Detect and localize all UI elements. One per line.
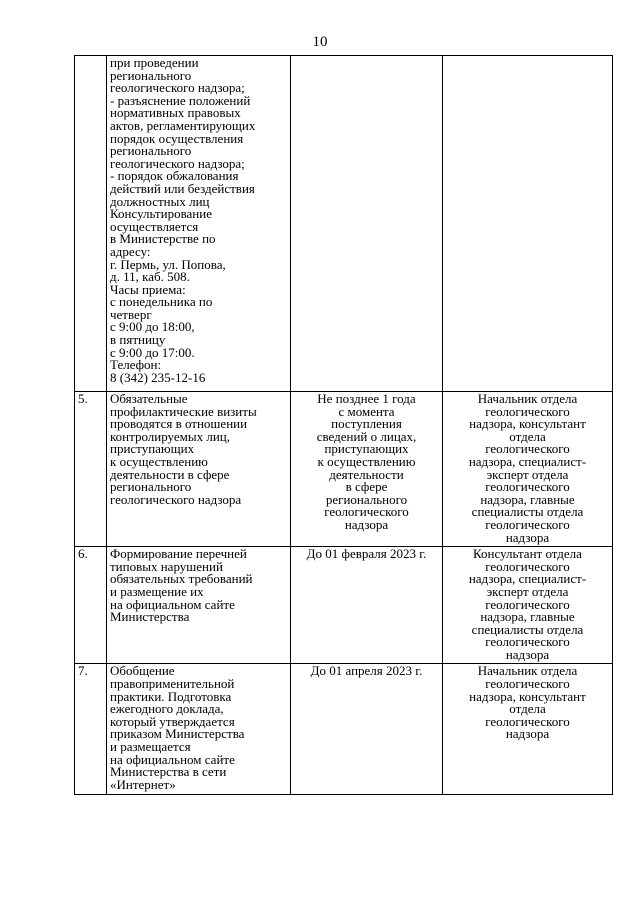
cell-text-line: действий или бездействия [110, 180, 255, 196]
cell-text-line: Часы приема: [110, 281, 186, 297]
cell-text-line: в пятницу [110, 332, 166, 348]
cell-text-line: геологического [485, 441, 570, 457]
row-number-cell [75, 56, 107, 392]
cell-text-line: практики. Подготовка [110, 688, 232, 704]
cell-text-line: порядок осуществления [110, 130, 244, 146]
cell-text-line: Формирование перечней [110, 546, 247, 562]
activity-plan-table [74, 55, 613, 795]
cell-text-line: надзора, главные [480, 609, 575, 625]
cell-text-line: осуществляется [110, 218, 199, 234]
cell-text-line: адресу: [110, 243, 151, 259]
cell-text-line: д. 11, каб. 508. [110, 269, 190, 285]
page-number: 10 [312, 34, 328, 50]
cell-text-line: надзора, главные [480, 491, 575, 507]
cell-text-line: надзора [344, 516, 389, 532]
event-cell [107, 664, 291, 795]
term-cell [291, 547, 443, 664]
cell-text-line: приступающих [324, 441, 409, 457]
cell-text-line: и размещается [110, 739, 191, 755]
cell-text-line: актов, регламентирующих [110, 117, 256, 133]
cell-text-line: Обязательные [110, 391, 188, 406]
cell-text-line: - порядок обжалования [110, 168, 239, 184]
cell-text-line: нормативных правовых [110, 105, 241, 121]
cell-text-line: отдела [509, 701, 546, 717]
cell-text-line: Консультант отдела [473, 546, 582, 562]
cell-text-line: должностных лиц [110, 193, 210, 209]
cell-text-line: Министерства в сети [110, 764, 227, 780]
term-cell [291, 392, 443, 547]
cell-text-line: Начальник отдела [477, 663, 578, 679]
cell-text-line: контролируемых лиц, [110, 428, 231, 444]
cell-text-line: который утверждается [110, 713, 235, 729]
cell-text-line: регионального [110, 67, 192, 83]
cell-text-line: при проведении [110, 55, 199, 70]
cell-text-line: деятельности [329, 466, 404, 482]
cell-text-line: геологического [485, 516, 570, 532]
row-number-cell: 6. [75, 547, 107, 664]
cell-text-line: надзора, специалист- [468, 571, 587, 587]
cell-text-line: с момента [338, 403, 395, 419]
cell-text-line: - разъяснение положений [110, 92, 251, 108]
cell-text-line: с 9:00 до 17:00. [110, 344, 195, 360]
cell-text-line: Министерства [110, 609, 190, 625]
cell-text-line: регионального [325, 491, 408, 507]
cell-text-line: отдела [509, 428, 546, 444]
cell-text-line: в Министерстве по [110, 231, 216, 247]
cell-text-line: профилактические визиты [110, 403, 257, 419]
table-row [75, 56, 613, 392]
cell-text-line: ежегодного доклада, [110, 701, 224, 717]
responsible-cell [443, 56, 613, 392]
cell-text-line: геологического [485, 558, 570, 574]
cell-text-line: к осуществлению [110, 453, 208, 469]
cell-text-line: Телефон: [110, 357, 162, 373]
event-cell [107, 547, 291, 664]
responsible-cell [443, 664, 613, 795]
cell-text-line: геологического [485, 479, 570, 495]
cell-text-line: геологического надзора [110, 491, 242, 507]
term-cell [291, 56, 443, 392]
cell-text-line: До 01 апреля 2023 г. [310, 663, 423, 679]
cell-text-line: с 9:00 до 18:00, [110, 319, 195, 335]
cell-text-line: надзора [505, 726, 550, 742]
cell-text-line: «Интернет» [110, 776, 176, 792]
cell-text-line: геологического [485, 713, 570, 729]
responsible-cell [443, 392, 613, 547]
cell-text-line: геологического [485, 634, 570, 650]
event-cell [107, 392, 291, 547]
cell-text-line: специалисты отдела [471, 621, 584, 637]
cell-text-line: сведений о лицах, [316, 428, 417, 444]
event-cell [107, 56, 291, 392]
cell-text-line: надзора [505, 646, 550, 662]
cell-text-line: специалисты отдела [471, 504, 584, 520]
cell-text-line: деятельности в сфере [110, 466, 230, 482]
cell-text-line: геологического [485, 596, 570, 612]
table-row [75, 392, 613, 547]
cell-text-line: поступления [331, 416, 402, 432]
cell-text-line: геологического надзора; [110, 155, 245, 171]
cell-text-line: геологического [485, 676, 570, 692]
cell-text-line: регионального [110, 143, 192, 159]
cell-text-line: проводятся в отношении [110, 416, 248, 432]
cell-text-line: геологического [485, 403, 570, 419]
row-number-cell: 7. [75, 664, 107, 795]
cell-text-line: приказом Министерства [110, 726, 245, 742]
cell-text-line: на официальном сайте [110, 596, 235, 612]
cell-text-line: эксперт отдела [486, 466, 569, 482]
cell-text-line: с понедельника по [110, 294, 213, 310]
cell-text-line: приступающих [110, 441, 195, 457]
table-row [75, 547, 613, 664]
cell-text-line: надзора, консультант [469, 416, 586, 432]
row-number-cell: 5. [75, 392, 107, 547]
cell-text-line: правоприменительной [110, 676, 235, 692]
term-cell [291, 664, 443, 795]
cell-text-line: Обобщение [110, 663, 175, 679]
cell-text-line: геологического [324, 504, 409, 520]
cell-text-line: четверг [110, 306, 152, 322]
cell-text-line: г. Пермь, ул. Попова, [110, 256, 226, 272]
cell-text-line: Не позднее 1 года [317, 391, 416, 406]
cell-text-line: надзора [505, 529, 550, 545]
cell-text-line: обязательных требований [110, 571, 253, 587]
cell-text-line: 8 (342) 235-12-16 [110, 369, 206, 385]
cell-text-line: и размещение их [110, 583, 204, 599]
cell-text-line: к осуществлению [317, 453, 416, 469]
responsible-cell [443, 547, 613, 664]
cell-text-line: геологического надзора; [110, 80, 245, 96]
cell-text-line: типовых нарушений [110, 558, 223, 574]
table-row [75, 664, 613, 795]
cell-text-line: на официальном сайте [110, 751, 235, 767]
cell-text-line: Консультирование [110, 206, 212, 222]
cell-text-line: в сфере [345, 479, 388, 495]
cell-text-line: До 01 февраля 2023 г. [306, 546, 427, 562]
cell-text-line: надзора, специалист- [468, 453, 587, 469]
cell-text-line: надзора, консультант [469, 688, 586, 704]
cell-text-line: регионального [110, 479, 192, 495]
cell-text-line: эксперт отдела [486, 583, 569, 599]
cell-text-line: Начальник отдела [477, 391, 578, 406]
